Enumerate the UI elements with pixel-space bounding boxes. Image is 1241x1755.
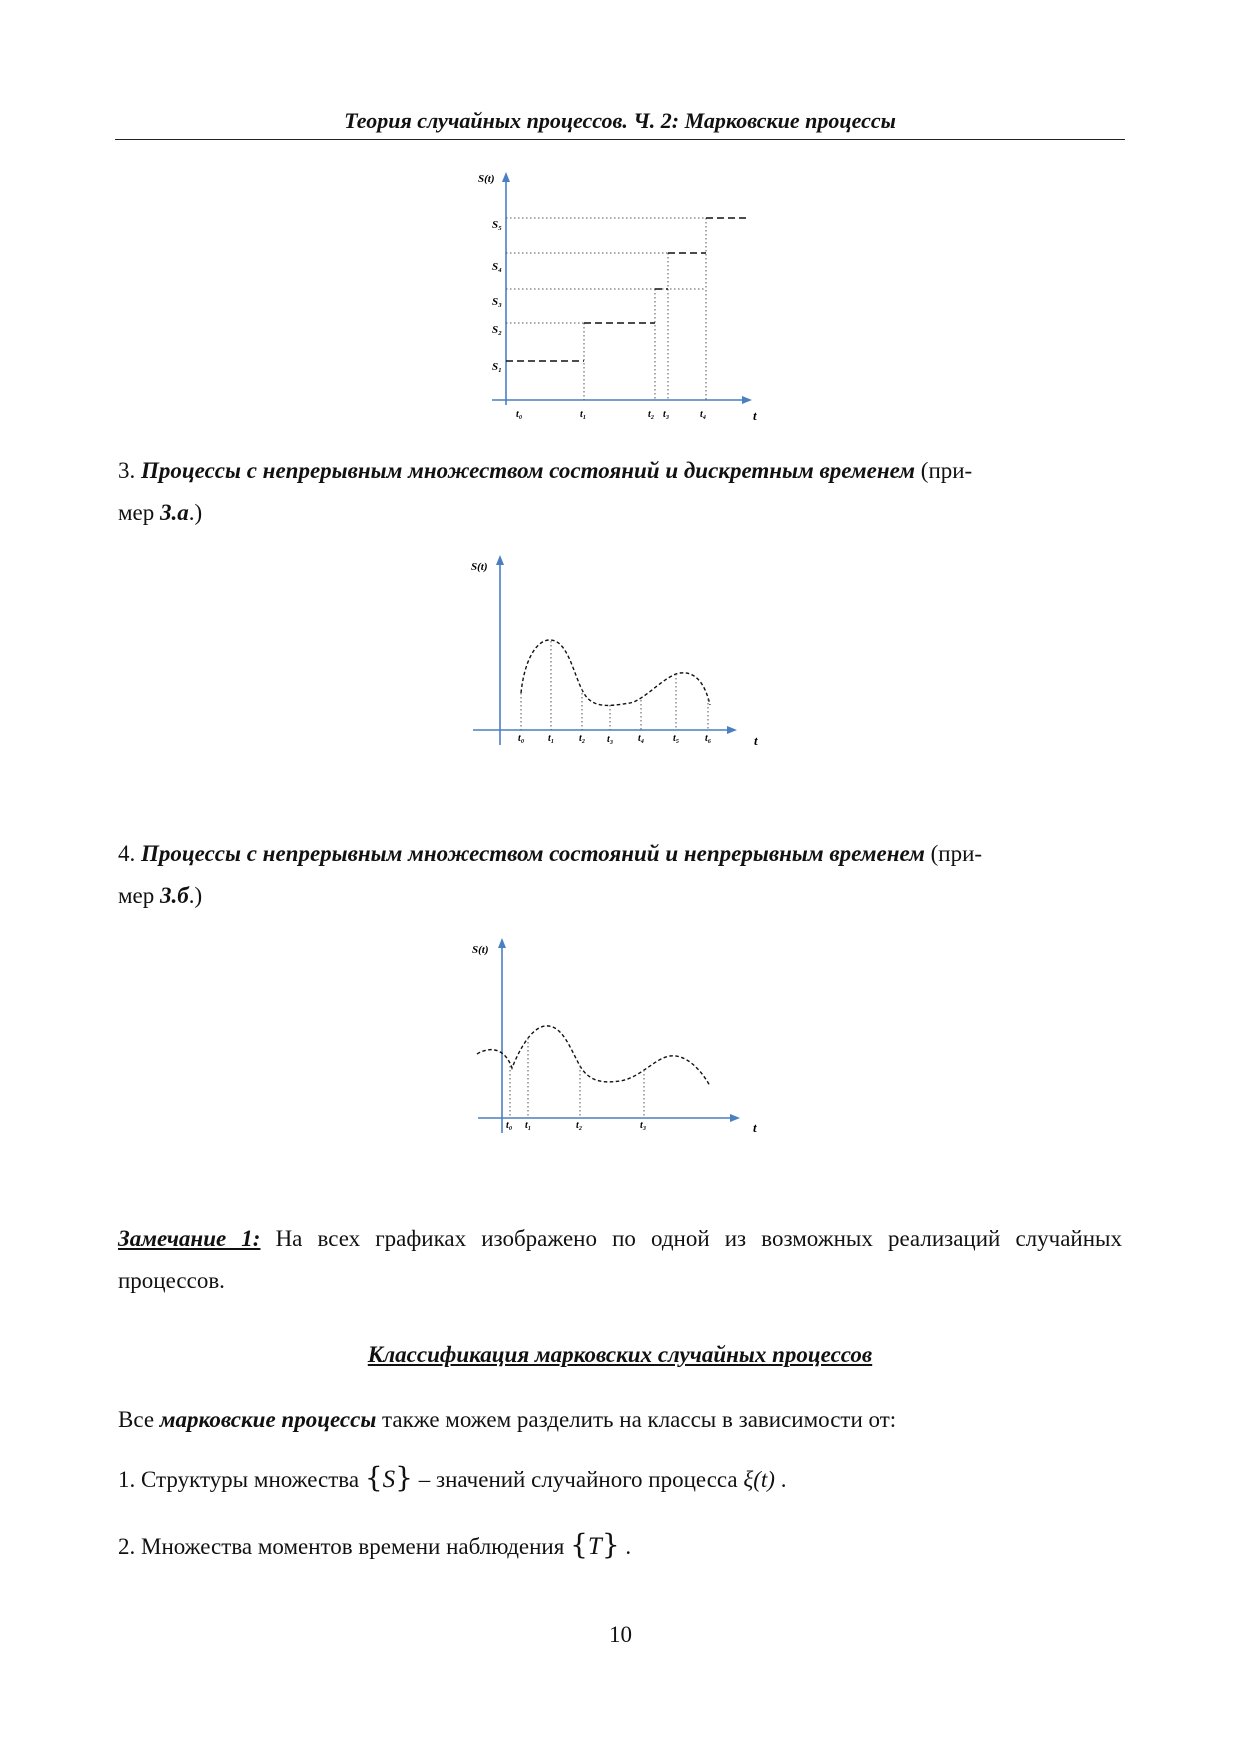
y-axis-label: S(t) (471, 561, 488, 573)
figure-discrete-states-continuous-time (470, 170, 770, 423)
time-label: t₂ (648, 409, 655, 420)
time-label: t₀ (516, 409, 523, 420)
y-axis-arrow (496, 555, 504, 565)
process-symbol: ξ(t) (743, 1467, 775, 1492)
y-axis-arrow (498, 938, 506, 948)
example-ref: 3.б (160, 883, 189, 908)
figure-continuous-states-continuous-time (470, 938, 770, 1138)
x-axis-arrow (727, 726, 737, 734)
list-item-2-end: . (619, 1534, 632, 1559)
y-axis-label: S(t) (472, 944, 489, 956)
time-label: t₃ (663, 409, 670, 420)
item-4-paragraph (118, 833, 1122, 917)
time-label: t₁ (548, 733, 555, 744)
time-label: t₀ (518, 733, 525, 744)
list-item-1-mid: – значений случайного процесса (412, 1467, 744, 1492)
x-axis-arrow (742, 396, 752, 404)
item-3-paragraph (118, 450, 1122, 534)
y-axis-arrow (502, 172, 510, 182)
state-label: S₃ (492, 296, 502, 308)
x-axis-label: t (754, 733, 758, 748)
item-3-title: Процессы с непрерывным множеством состояний и дискретным временем (141, 458, 916, 483)
item-4-title: Процессы с непрерывным множеством состояний и непрерывным временем (141, 841, 925, 866)
time-label: t₁ (525, 1120, 532, 1131)
time-label: t₁ (580, 409, 587, 420)
list-item-2: 2. Множества моментов времени наблюдения {T} . (118, 1528, 632, 1561)
y-axis-label: S(t) (478, 173, 495, 185)
time-label: t₂ (576, 1120, 583, 1131)
list-item-1-end: . (774, 1467, 787, 1492)
realization-curve (477, 1026, 710, 1086)
remark-text: На всех графиках изображено по одной из возможных реализаций случайных процессов. (118, 1226, 1122, 1293)
state-label: S₄ (492, 261, 502, 273)
item-3-tail3: .) (188, 500, 203, 525)
time-label: t₅ (673, 733, 680, 744)
list-item-2-text: 2. Множества моментов времени наблюдения (118, 1534, 571, 1559)
x-axis-label: t (753, 408, 757, 423)
intro-pre: Все (118, 1407, 160, 1432)
state-label: S₁ (492, 361, 502, 373)
item-4-tail: (при- (930, 841, 983, 866)
page-number: 10 (609, 1622, 632, 1647)
state-label: S₂ (492, 324, 502, 336)
time-label: t₄ (700, 409, 707, 420)
header-rule (115, 139, 1125, 140)
realization-curve (521, 640, 710, 705)
state-label: S₅ (492, 219, 502, 231)
running-header: Теория случайных процессов. Ч. 2: Марковские процессы (344, 108, 896, 133)
figure-continuous-states-discrete-time (465, 555, 765, 755)
item-4-tail2: мер (118, 883, 161, 908)
remark-paragraph (118, 1218, 1122, 1302)
time-label: t₃ (607, 734, 614, 745)
time-label: t₆ (705, 733, 712, 744)
intro-post: также можем разделить на классы в зависимости от: (376, 1407, 897, 1432)
time-label: t₀ (506, 1120, 513, 1131)
list-item-1-text: 1. Структуры множества (118, 1467, 365, 1492)
remark-label: Замечание 1: (118, 1226, 261, 1251)
item-4-tail3: .) (188, 883, 203, 908)
time-label: t₂ (579, 733, 586, 744)
time-label: t₃ (640, 1120, 647, 1131)
x-axis-arrow (730, 1114, 740, 1122)
intro-bold: марковские процессы (159, 1407, 377, 1432)
example-ref: 3.а (160, 500, 189, 525)
set-symbol: T (587, 1533, 602, 1560)
item-3-tail: (при- (920, 458, 973, 483)
x-axis-label: t (753, 1120, 757, 1135)
item-3-number: 3. (118, 458, 136, 483)
section-title: Классификация марковских случайных процессов (367, 1342, 873, 1367)
set-symbol: S (382, 1466, 396, 1493)
time-label: t₄ (638, 733, 645, 744)
intro-paragraph (118, 1399, 1122, 1441)
list-item-1: 1. Структуры множества {S} – значений случайного процесса ξ(t) . (118, 1461, 787, 1494)
item-3-tail2: мер (118, 500, 161, 525)
item-4-number: 4. (118, 841, 136, 866)
